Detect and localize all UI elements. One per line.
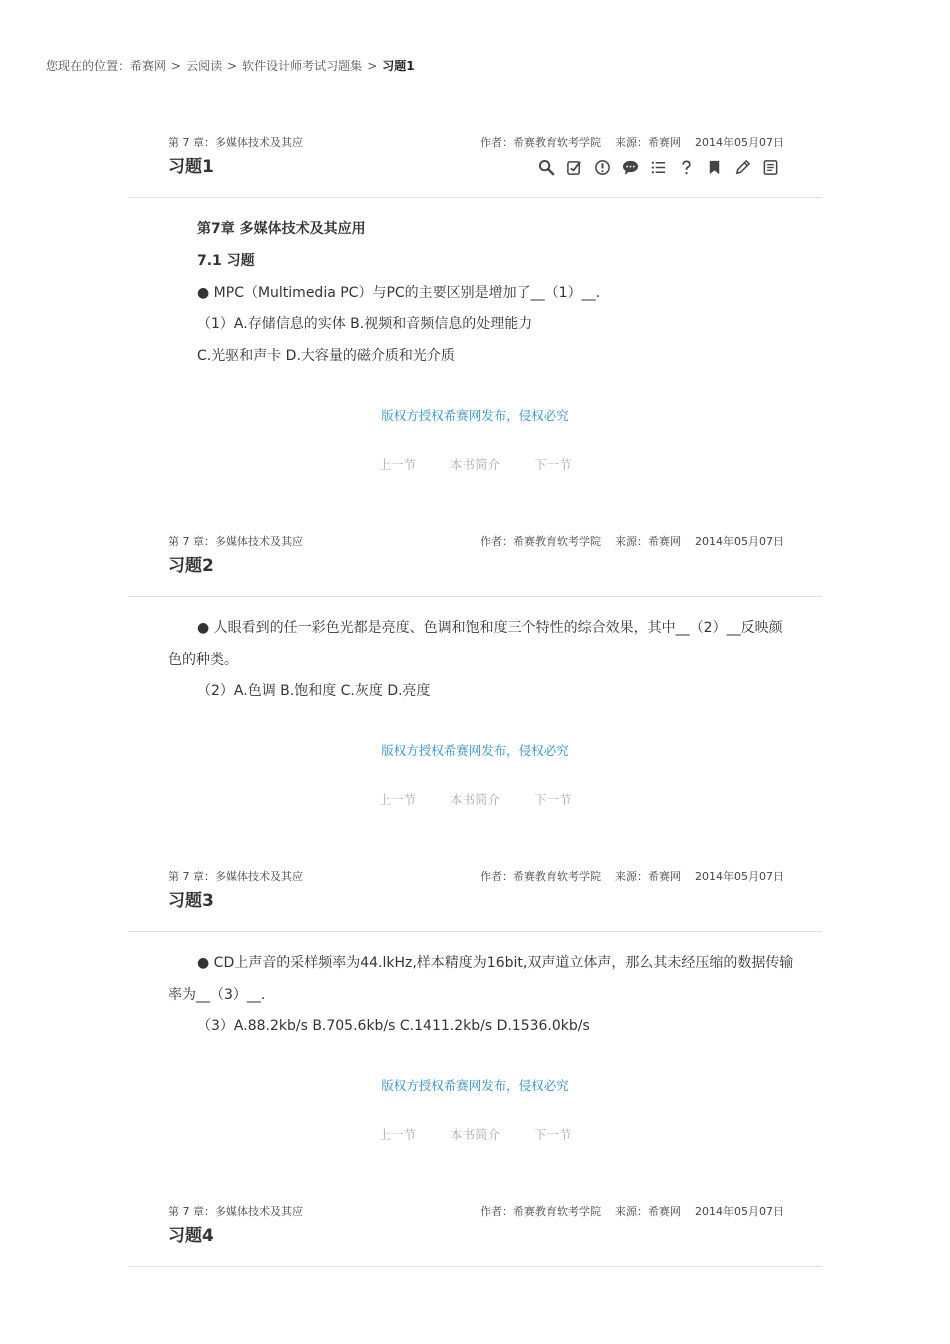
divider bbox=[128, 596, 822, 597]
divider bbox=[128, 1266, 822, 1267]
publish-date: 2014年05月07日 bbox=[695, 535, 784, 548]
source: 来源：希赛网 bbox=[615, 1205, 681, 1218]
breadcrumb-separator: > bbox=[367, 59, 378, 73]
book-intro-link[interactable]: 本书简介 bbox=[449, 457, 500, 472]
next-section-link[interactable]: 下一节 bbox=[534, 457, 572, 472]
answer-options: （2）A.色调 B.饱和度 C.灰度 D.亮度 bbox=[197, 683, 431, 699]
section-title: 习题2 bbox=[168, 556, 214, 576]
answer-options: （1）A.存储信息的实体 B.视频和音频信息的处理能力 bbox=[197, 316, 533, 332]
help-icon[interactable] bbox=[672, 156, 700, 178]
section-nav bbox=[0, 790, 950, 808]
question-text: ● MPC（Multimedia PC）与PC的主要区别是增加了__（1）__. bbox=[197, 285, 601, 301]
copyright-notice: 版权方授权希赛网发布，侵权必究 bbox=[381, 408, 569, 423]
author: 作者：希赛教育软考学院 bbox=[480, 1205, 601, 1218]
section-title: 习题1 bbox=[168, 157, 214, 177]
breadcrumb-current: 习题1 bbox=[382, 59, 415, 73]
answer-options: （3）A.88.2kb/s B.705.6kb/s C.1411.2kb/s D.1536.0kb/s bbox=[197, 1018, 590, 1034]
next-section-link[interactable]: 下一节 bbox=[534, 1127, 572, 1142]
breadcrumb bbox=[46, 57, 415, 74]
question-text: 率为__（3）__. bbox=[168, 987, 266, 1003]
author: 作者：希赛教育软考学院 bbox=[480, 136, 601, 149]
question-text: ● CD上声音的采样频率为44.lkHz,样本精度为16bit,双声道立体声，那么其未经压缩的数据传输 bbox=[197, 955, 794, 971]
list-icon[interactable] bbox=[644, 156, 672, 178]
publish-date: 2014年05月07日 bbox=[695, 870, 784, 883]
comment-icon[interactable] bbox=[616, 156, 644, 178]
section-nav bbox=[0, 455, 950, 473]
source: 来源：希赛网 bbox=[615, 535, 681, 548]
breadcrumb-link-book[interactable]: 软件设计师考试习题集 bbox=[242, 59, 363, 73]
section-title: 习题4 bbox=[168, 1226, 214, 1246]
article-meta bbox=[480, 134, 784, 150]
breadcrumb-link-cloud-read[interactable]: 云阅读 bbox=[186, 59, 223, 73]
reader-toolbar bbox=[532, 156, 784, 178]
pencil-icon[interactable] bbox=[728, 156, 756, 178]
book-intro-link[interactable]: 本书简介 bbox=[449, 792, 500, 807]
bookmark-icon[interactable] bbox=[700, 156, 728, 178]
section-title: 习题3 bbox=[168, 891, 214, 911]
author: 作者：希赛教育软考学院 bbox=[480, 535, 601, 548]
breadcrumb-link-home[interactable]: 希赛网 bbox=[130, 59, 167, 73]
chapter-heading: 第7章 多媒体技术及其应用 bbox=[197, 221, 366, 237]
error-report-icon[interactable] bbox=[588, 156, 616, 178]
publish-date: 2014年05月07日 bbox=[695, 1205, 784, 1218]
prev-section-link[interactable]: 上一节 bbox=[378, 457, 416, 472]
breadcrumb-separator: > bbox=[171, 59, 182, 73]
section-nav bbox=[0, 1125, 950, 1143]
article-meta bbox=[480, 868, 784, 884]
question-text: ● 人眼看到的任一彩色光都是亮度、色调和饱和度三个特性的综合效果，其中__（2）__反映颜 bbox=[197, 620, 783, 636]
search-icon[interactable] bbox=[532, 156, 560, 178]
breadcrumb-separator: > bbox=[227, 59, 238, 73]
source: 来源：希赛网 bbox=[615, 870, 681, 883]
note-icon[interactable] bbox=[560, 156, 588, 178]
article-meta bbox=[480, 533, 784, 549]
subsection-heading: 7.1 习题 bbox=[197, 253, 255, 269]
source: 来源：希赛网 bbox=[615, 136, 681, 149]
book-intro-link[interactable]: 本书简介 bbox=[449, 1127, 500, 1142]
publish-date: 2014年05月07日 bbox=[695, 136, 784, 149]
next-section-link[interactable]: 下一节 bbox=[534, 792, 572, 807]
author: 作者：希赛教育软考学院 bbox=[480, 870, 601, 883]
chapter-label: 第 7 章：多媒体技术及其应 bbox=[168, 1205, 303, 1218]
prev-section-link[interactable]: 上一节 bbox=[378, 1127, 416, 1142]
prev-section-link[interactable]: 上一节 bbox=[378, 792, 416, 807]
breadcrumb-prefix: 您现在的位置： bbox=[46, 59, 131, 73]
chapter-label: 第 7 章：多媒体技术及其应 bbox=[168, 136, 303, 149]
chapter-label: 第 7 章：多媒体技术及其应 bbox=[168, 535, 303, 548]
divider bbox=[128, 197, 822, 198]
divider bbox=[128, 931, 822, 932]
question-text: 色的种类。 bbox=[168, 652, 238, 668]
copyright-notice: 版权方授权希赛网发布，侵权必究 bbox=[381, 743, 569, 758]
answer-options: C.光驱和声卡 D.大容量的磁介质和光介质 bbox=[197, 348, 455, 364]
article-meta bbox=[480, 1203, 784, 1219]
document-icon[interactable] bbox=[756, 156, 784, 178]
copyright-notice: 版权方授权希赛网发布，侵权必究 bbox=[381, 1078, 569, 1093]
chapter-label: 第 7 章：多媒体技术及其应 bbox=[168, 870, 303, 883]
